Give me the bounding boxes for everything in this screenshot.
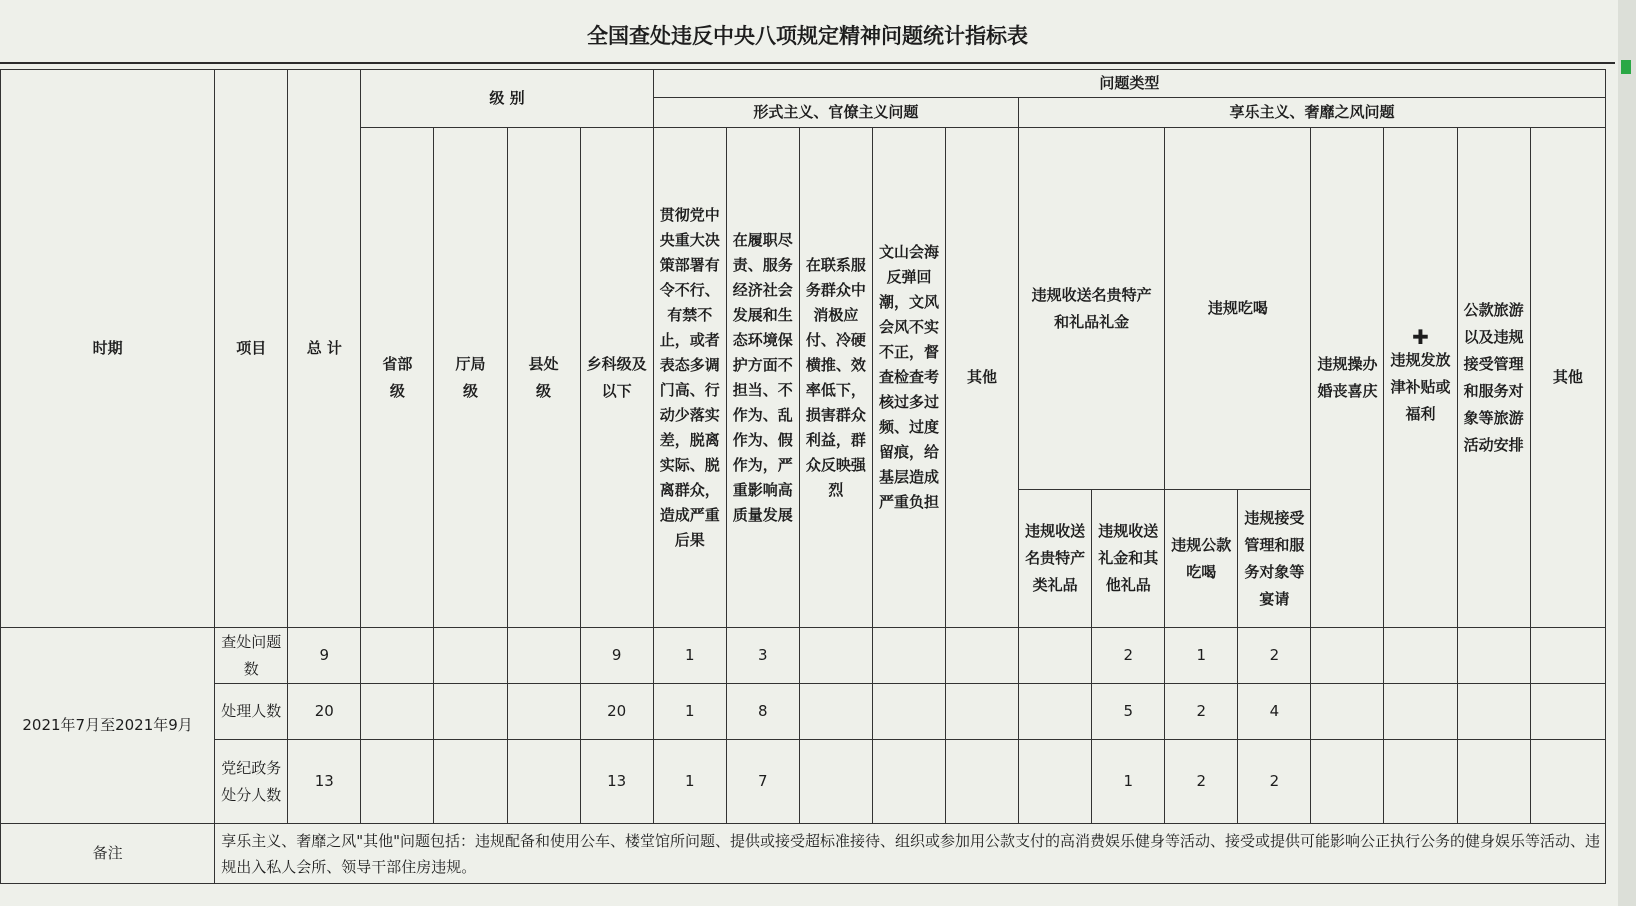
dining-cell[interactable]: 2 bbox=[1165, 740, 1238, 824]
header-level-bureau[interactable] bbox=[434, 128, 507, 628]
item-label: 处理人数 bbox=[221, 702, 282, 720]
level-cell[interactable] bbox=[361, 628, 434, 684]
other-cell[interactable] bbox=[1384, 684, 1457, 740]
gift-cell[interactable]: 1 bbox=[1092, 740, 1165, 824]
level-cell[interactable] bbox=[361, 684, 434, 740]
formalism-cell[interactable]: 1 bbox=[653, 740, 726, 824]
header-formalism-2[interactable] bbox=[726, 128, 799, 628]
formalism-cell[interactable]: 7 bbox=[726, 740, 799, 824]
other-cell[interactable] bbox=[1311, 628, 1384, 684]
header-level-county-label: 县处级 bbox=[528, 354, 559, 400]
header-dining-group[interactable]: 违规吃喝 bbox=[1165, 128, 1311, 490]
header-item[interactable]: 项目 bbox=[215, 70, 288, 628]
header-gift-group[interactable] bbox=[1019, 128, 1165, 490]
item-cell[interactable] bbox=[215, 628, 288, 684]
other-cell[interactable] bbox=[1530, 628, 1605, 684]
header-gift-cash[interactable] bbox=[1092, 490, 1165, 628]
other-cell[interactable] bbox=[1530, 740, 1605, 824]
level-cell[interactable] bbox=[434, 740, 507, 824]
header-wedding-funeral[interactable] bbox=[1311, 128, 1384, 628]
header-level-provincial-label: 省部级 bbox=[382, 354, 413, 400]
header-formalism-3-label: 在联系服务群众中消极应付、冷硬横推、效率低下，损害群众利益，群众反映强烈 bbox=[805, 255, 866, 499]
level-cell[interactable]: 20 bbox=[580, 684, 653, 740]
dining-cell[interactable]: 1 bbox=[1165, 628, 1238, 684]
header-level-county[interactable] bbox=[507, 128, 580, 628]
period-cell[interactable]: 2021年7月至2021年9月 bbox=[1, 628, 215, 824]
vertical-scrollbar[interactable] bbox=[1618, 0, 1636, 906]
dining-cell[interactable]: 2 bbox=[1165, 684, 1238, 740]
level-cell[interactable] bbox=[434, 628, 507, 684]
header-formalism-4[interactable] bbox=[872, 128, 945, 628]
dining-cell[interactable]: 2 bbox=[1238, 628, 1311, 684]
header-level-provincial[interactable] bbox=[361, 128, 434, 628]
header-level-township[interactable] bbox=[580, 128, 653, 628]
header-gift-specialty-label: 违规收送名贵特产类礼品 bbox=[1025, 522, 1086, 594]
header-travel-label: 公款旅游以及违规接受管理和服务对象等旅游活动安排 bbox=[1463, 300, 1524, 454]
header-formalism-3[interactable] bbox=[799, 128, 872, 628]
formalism-cell[interactable]: 1 bbox=[653, 628, 726, 684]
formalism-cell[interactable] bbox=[946, 684, 1019, 740]
header-gift-group-label: 违规收送名贵特产和礼品礼金 bbox=[1031, 285, 1152, 331]
header-problem-type[interactable]: 问题类型 bbox=[653, 70, 1605, 98]
table-row bbox=[1, 740, 1606, 824]
table-row bbox=[1, 684, 1606, 740]
formalism-cell[interactable]: 1 bbox=[653, 684, 726, 740]
dining-cell[interactable]: 2 bbox=[1238, 740, 1311, 824]
header-level-bureau-label: 厅局级 bbox=[455, 354, 486, 400]
header-formalism-other[interactable]: 其他 bbox=[946, 128, 1019, 628]
gift-cell[interactable]: 2 bbox=[1092, 628, 1165, 684]
header-formalism-1-label: 贯彻党中央重大决策部署有令不行、有禁不止，或者表态多调门高、行动少落实差，脱离实际、脱离群众，造成严重后果 bbox=[659, 205, 720, 549]
header-gift-cash-label: 违规收送礼金和其他礼品 bbox=[1098, 522, 1159, 594]
total-cell[interactable]: 13 bbox=[288, 740, 361, 824]
formalism-cell[interactable] bbox=[946, 628, 1019, 684]
note-text[interactable]: 享乐主义、奢靡之风"其他"问题包括：违规配备和使用公车、楼堂馆所问题、提供或接受超标准接待、组织或参加用公款支付的高消费娱乐健身等活动、接受或提供可能影响公正执行公务的健身娱乐等活动、违规出入私人会所、领导干部住房违规。 bbox=[215, 824, 1606, 884]
dining-cell[interactable]: 4 bbox=[1238, 684, 1311, 740]
header-travel[interactable] bbox=[1457, 128, 1530, 628]
other-cell[interactable] bbox=[1311, 740, 1384, 824]
formalism-cell[interactable] bbox=[872, 684, 945, 740]
level-cell[interactable]: 13 bbox=[580, 740, 653, 824]
other-cell[interactable] bbox=[1384, 740, 1457, 824]
item-label: 查处问题数 bbox=[221, 632, 282, 678]
statistics-table bbox=[0, 69, 1606, 884]
header-hedonism-group[interactable]: 享乐主义、奢靡之风问题 bbox=[1019, 98, 1606, 128]
other-cell[interactable] bbox=[1530, 684, 1605, 740]
header-gift-specialty[interactable] bbox=[1019, 490, 1092, 628]
header-level[interactable]: 级 别 bbox=[361, 70, 653, 128]
header-subsidy-label: 违规发放津补贴或福利 bbox=[1390, 351, 1451, 423]
table-row bbox=[1, 628, 1606, 684]
other-cell[interactable] bbox=[1457, 628, 1530, 684]
header-dining-public[interactable] bbox=[1165, 490, 1238, 628]
level-cell[interactable]: 9 bbox=[580, 628, 653, 684]
header-hedonism-other[interactable]: 其他 bbox=[1530, 128, 1605, 628]
note-row bbox=[1, 824, 1606, 884]
other-cell[interactable] bbox=[1457, 684, 1530, 740]
gift-cell[interactable] bbox=[1019, 628, 1092, 684]
level-cell[interactable] bbox=[434, 684, 507, 740]
formalism-cell[interactable] bbox=[872, 740, 945, 824]
formalism-cell[interactable]: 3 bbox=[726, 628, 799, 684]
item-cell[interactable] bbox=[215, 740, 288, 824]
formalism-cell[interactable] bbox=[946, 740, 1019, 824]
gift-cell[interactable] bbox=[1019, 684, 1092, 740]
formalism-cell[interactable]: 8 bbox=[726, 684, 799, 740]
header-dining-public-label: 违规公款吃喝 bbox=[1171, 535, 1232, 581]
gift-cell[interactable] bbox=[1019, 740, 1092, 824]
header-dining-banquet[interactable] bbox=[1238, 490, 1311, 628]
header-formalism-1[interactable] bbox=[653, 128, 726, 628]
header-period[interactable]: 时期 bbox=[1, 70, 215, 628]
formalism-cell[interactable] bbox=[872, 628, 945, 684]
other-cell[interactable] bbox=[1457, 740, 1530, 824]
cross-cursor-icon: ✚ bbox=[1412, 325, 1429, 349]
header-formalism-4-label: 文山会海反弹回潮，文风会风不实不正，督查检查考核过多过频、过度留痕，给基层造成严重负担 bbox=[878, 243, 939, 511]
item-label: 党纪政务处分人数 bbox=[221, 758, 282, 804]
item-cell[interactable] bbox=[215, 684, 288, 740]
level-cell[interactable] bbox=[507, 684, 580, 740]
header-formalism-group[interactable]: 形式主义、官僚主义问题 bbox=[653, 98, 1018, 128]
level-cell[interactable] bbox=[507, 628, 580, 684]
scrollbar-marker bbox=[1621, 60, 1631, 74]
gift-cell[interactable]: 5 bbox=[1092, 684, 1165, 740]
header-level-township-label: 乡科级及以下 bbox=[586, 354, 647, 400]
formalism-cell[interactable] bbox=[799, 740, 872, 824]
header-subsidy[interactable] bbox=[1384, 128, 1457, 628]
formalism-cell[interactable] bbox=[799, 684, 872, 740]
header-dining-banquet-label: 违规接受管理和服务对象等宴请 bbox=[1244, 508, 1305, 608]
table-title: 全国查处违反中央八项规定精神问题统计指标表 bbox=[0, 8, 1615, 64]
level-cell[interactable] bbox=[361, 740, 434, 824]
total-cell[interactable]: 20 bbox=[288, 684, 361, 740]
header-wedding-funeral-label: 违规操办婚丧喜庆 bbox=[1317, 354, 1378, 400]
header-formalism-2-label: 在履职尽责、服务经济社会发展和生态环境保护方面不担当、不作为、乱作为、假作为，严重影响高质量发展 bbox=[732, 230, 793, 524]
other-cell[interactable] bbox=[1311, 684, 1384, 740]
other-cell[interactable] bbox=[1384, 628, 1457, 684]
level-cell[interactable] bbox=[507, 740, 580, 824]
header-total[interactable]: 总 计 bbox=[288, 70, 361, 628]
formalism-cell[interactable] bbox=[799, 628, 872, 684]
total-cell[interactable]: 9 bbox=[288, 628, 361, 684]
note-label[interactable]: 备注 bbox=[1, 824, 215, 884]
